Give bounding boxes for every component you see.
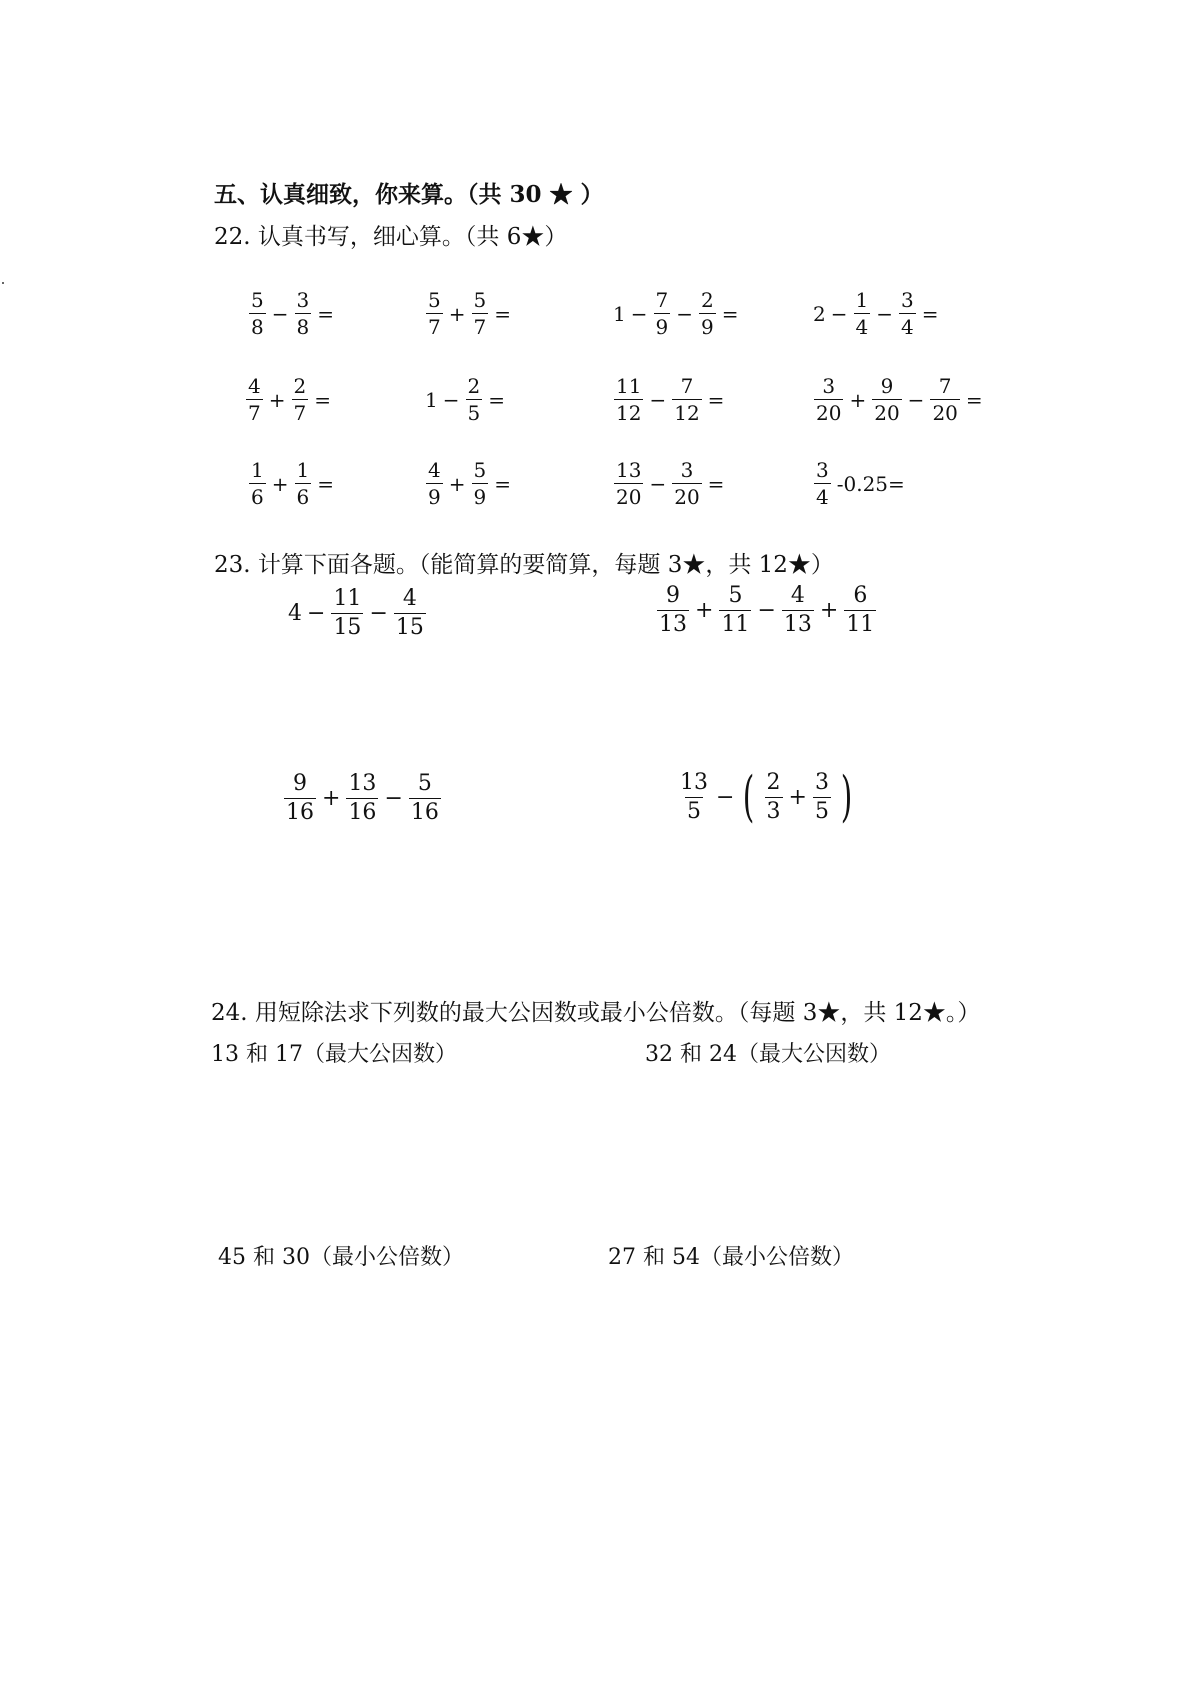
numerator: 3 (296, 288, 310, 312)
denominator: 9 (655, 315, 669, 339)
operator: + (819, 598, 839, 623)
numerator: 7 (655, 288, 669, 312)
q23-expr (655, 585, 878, 636)
denominator: 20 (932, 401, 958, 425)
operator: = (721, 301, 739, 326)
denominator: 7 (248, 401, 261, 425)
operator: = (494, 471, 511, 496)
denominator: 11 (721, 612, 750, 637)
operator: − (676, 301, 693, 326)
operator: + (271, 471, 289, 496)
denominator: 12 (674, 401, 700, 425)
denominator: 6 (251, 485, 264, 509)
numerator: 4 (790, 583, 805, 608)
operator: = (707, 471, 725, 496)
operator: + (788, 784, 807, 810)
fraction (407, 773, 443, 824)
operator: + (268, 387, 286, 412)
fraction (612, 460, 645, 507)
numerator: 3 (901, 288, 914, 312)
denominator: 7 (293, 401, 307, 425)
denominator: 4 (855, 315, 869, 339)
denominator: 13 (783, 612, 812, 637)
numerator: 2 (293, 374, 307, 398)
fraction (392, 588, 428, 639)
operator: − (876, 301, 893, 326)
numerator: 5 (428, 288, 441, 312)
fraction (670, 376, 703, 423)
fraction (244, 376, 265, 423)
fraction (470, 290, 491, 337)
operator: + (448, 471, 466, 496)
q22-expr (612, 290, 740, 337)
denominator: 20 (674, 485, 700, 509)
q22-expr (424, 460, 512, 507)
numerator: 3 (680, 458, 694, 482)
operator: = (314, 387, 331, 412)
q22-expr (612, 460, 725, 507)
fraction (282, 773, 318, 824)
q22-expr (424, 376, 506, 423)
denominator: 5 (687, 798, 701, 824)
operator: − (649, 387, 667, 412)
denominator: 16 (348, 800, 377, 825)
q22-expr (424, 290, 512, 337)
operator: − (369, 601, 388, 626)
numerator: 1 (251, 458, 264, 482)
scan-speck (2, 282, 4, 284)
numerator: 6 (853, 583, 868, 608)
denominator: 3 (766, 798, 781, 824)
q22-expr (244, 376, 332, 423)
fraction (870, 376, 903, 423)
fraction (424, 290, 445, 337)
fraction (344, 773, 380, 824)
denominator: 5 (814, 798, 829, 824)
numerator: 9 (880, 374, 894, 398)
fraction (928, 376, 961, 423)
q22-expr (812, 460, 906, 507)
operator: + (448, 301, 466, 326)
denominator: 12 (616, 401, 642, 425)
denominator: 4 (901, 315, 914, 339)
fraction (329, 588, 365, 639)
operator: − (907, 387, 925, 412)
numerator: 5 (473, 458, 487, 482)
denominator: 4 (816, 485, 829, 509)
q24-item-2: 32 和 24（最大公因数） (645, 1042, 891, 1067)
operator: = (488, 387, 505, 412)
q24-item-1: 13 和 17（最大公因数） (211, 1042, 457, 1067)
numerator: 7 (680, 374, 694, 398)
q22-expr (812, 290, 940, 337)
numerator: 5 (728, 583, 743, 608)
numerator: 13 (616, 458, 642, 482)
parenthesis: ) (840, 765, 853, 828)
operator: − (307, 601, 326, 626)
q22-expr (247, 290, 335, 337)
q24-title: 24. 用短除法求下列数的最大公因数或最小公倍数。（每题 3★，共 12★。） (211, 1000, 981, 1026)
numerator: 3 (822, 374, 836, 398)
section-title: 五、认真细致，你来算。（共 30 ★ ） (214, 181, 604, 208)
denominator: 9 (701, 315, 714, 339)
numerator: 3 (814, 769, 829, 795)
denominator: 9 (428, 485, 441, 509)
operator: − (442, 387, 460, 412)
q24-item-4: 27 和 54（最小公倍数） (608, 1245, 854, 1270)
numerator: 4 (402, 586, 417, 611)
numerator: 5 (417, 771, 432, 796)
numerator: 5 (251, 288, 264, 312)
fraction (293, 290, 314, 337)
operator: − (716, 784, 735, 810)
numerator: 4 (248, 374, 261, 398)
numerator: 11 (616, 374, 642, 398)
numerator: 1 (855, 288, 869, 312)
fraction (247, 290, 268, 337)
fraction (676, 769, 712, 824)
denominator: 15 (395, 615, 424, 640)
fraction (812, 376, 845, 423)
numerator: 1 (296, 458, 310, 482)
q23-expr (287, 588, 428, 639)
denominator: 7 (473, 315, 487, 339)
operator: + (695, 598, 714, 623)
denominator: 6 (296, 485, 310, 509)
numerator: 2 (766, 769, 781, 795)
q22-title: 22. 认真书写，细心算。（共 6★） (214, 224, 568, 250)
q22-expr (812, 376, 984, 423)
denominator: 11 (846, 612, 875, 637)
operator: = (965, 387, 983, 412)
fraction (424, 460, 445, 507)
operator: 2 (813, 301, 826, 326)
fraction (470, 460, 491, 507)
denominator: 9 (473, 485, 487, 509)
q23-title: 23. 计算下面各题。（能简算的要简算，每题 3★，共 12★） (214, 552, 834, 578)
numerator: 11 (333, 586, 362, 611)
denominator: 16 (286, 800, 314, 825)
fraction (811, 769, 833, 824)
operator: 1 (425, 387, 438, 412)
numerator: 2 (467, 374, 481, 398)
operator: = (707, 387, 725, 412)
denominator: 15 (333, 615, 362, 640)
fraction (842, 585, 878, 636)
denominator: 20 (816, 401, 842, 425)
numerator: 9 (666, 583, 680, 608)
fraction (763, 769, 785, 824)
fraction (655, 585, 691, 636)
denominator: 7 (428, 315, 441, 339)
operator: − (384, 786, 403, 811)
fraction (897, 290, 918, 337)
numerator: 13 (348, 771, 377, 796)
operator: -0.25= (836, 471, 905, 496)
fraction (812, 460, 833, 507)
numerator: 7 (938, 374, 952, 398)
denominator: 20 (616, 485, 642, 509)
operator: 1 (613, 301, 626, 326)
operator: = (317, 471, 334, 496)
operator: = (317, 301, 334, 326)
parenthesis: ( (743, 765, 755, 828)
fraction (612, 376, 645, 423)
denominator: 16 (410, 800, 439, 825)
denominator: 20 (874, 401, 900, 425)
operator: − (271, 301, 289, 326)
fraction (247, 460, 268, 507)
q24-item-3: 45 和 30（最小公倍数） (218, 1245, 464, 1270)
fraction (780, 585, 816, 636)
operator: − (830, 301, 848, 326)
denominator: 13 (659, 612, 687, 637)
denominator: 8 (296, 315, 310, 339)
operator: − (649, 471, 667, 496)
numerator: 3 (816, 458, 829, 482)
denominator: 5 (467, 401, 481, 425)
q22-expr (247, 460, 335, 507)
fraction (293, 460, 314, 507)
fraction (464, 376, 485, 423)
fraction (697, 290, 718, 337)
operator: − (630, 301, 648, 326)
operator: = (921, 301, 939, 326)
operator: 4 (288, 601, 302, 626)
fraction (670, 460, 703, 507)
denominator: 8 (251, 315, 264, 339)
fraction (652, 290, 673, 337)
operator: + (849, 387, 867, 412)
numerator: 5 (473, 288, 487, 312)
numerator: 4 (428, 458, 441, 482)
numerator: 9 (293, 771, 307, 796)
fraction (290, 376, 311, 423)
q22-expr (612, 376, 725, 423)
fraction (852, 290, 873, 337)
operator: + (322, 786, 341, 811)
fraction (717, 585, 753, 636)
numerator: 2 (701, 288, 714, 312)
numerator: 13 (680, 769, 708, 795)
q23-expr (282, 773, 443, 824)
q23-expr (676, 765, 857, 828)
operator: = (494, 301, 511, 326)
operator: − (757, 598, 776, 623)
